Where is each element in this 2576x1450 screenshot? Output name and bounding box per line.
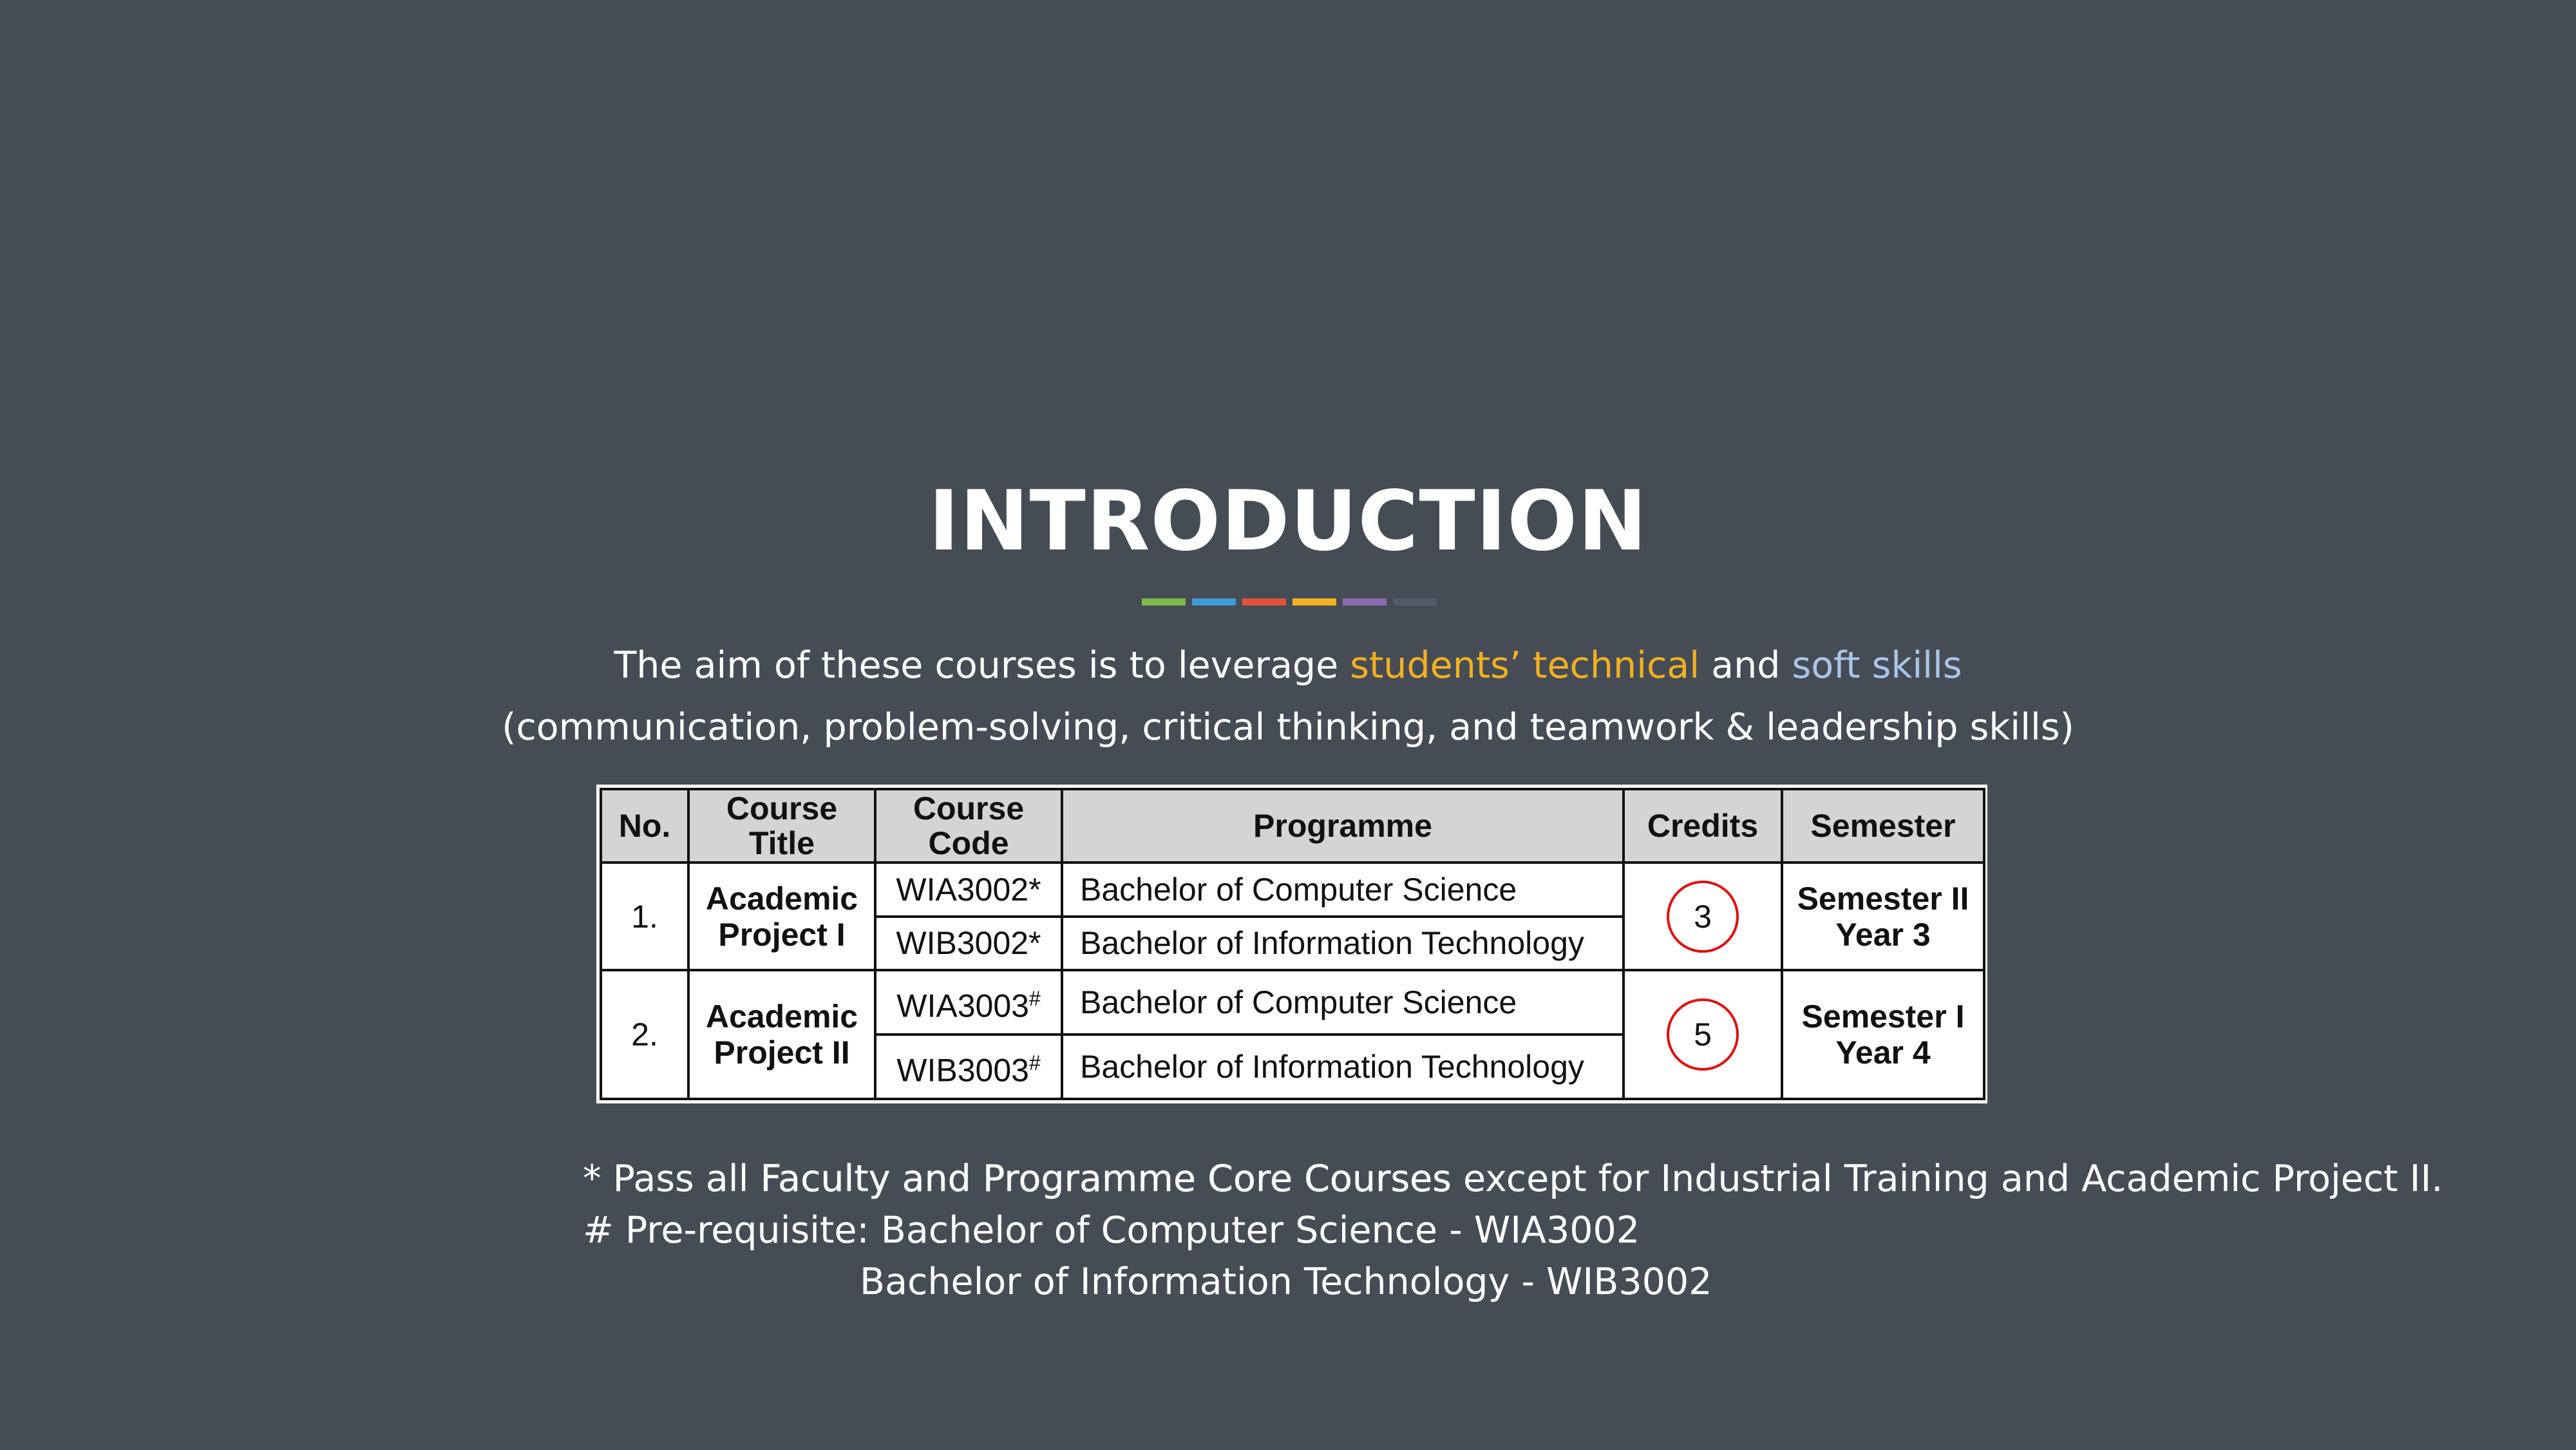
table-row bbox=[601, 970, 1984, 1035]
footnote-star-suffix: except for Industrial Training and Academic Project II. bbox=[1451, 1158, 2443, 1200]
aim-highlight-soft: soft skills bbox=[1792, 644, 1962, 687]
footnote-star-prefix: * Pass all bbox=[583, 1158, 761, 1200]
course-table bbox=[600, 788, 1985, 1100]
divider-segment-red bbox=[1242, 598, 1286, 606]
semester-line: Semester I bbox=[1801, 998, 1965, 1035]
page-title: INTRODUCTION bbox=[928, 473, 1648, 569]
divider-segment-yellow bbox=[1293, 598, 1336, 606]
footnotes bbox=[583, 1153, 2443, 1308]
footnote-hash-line-1: # Pre-requisite: Bachelor of Computer Science - WIA3002 bbox=[583, 1209, 1640, 1252]
course-title: Academic Project II bbox=[688, 970, 875, 1099]
course-code-text: WIB3002 bbox=[896, 925, 1029, 962]
row-number: 1. bbox=[601, 863, 688, 970]
footnote-star bbox=[583, 1153, 2443, 1205]
programme-name: Bachelor of Computer Science bbox=[1062, 970, 1624, 1035]
header-course-title: Course Title bbox=[688, 789, 875, 863]
course-code bbox=[875, 917, 1062, 971]
course-code-text: WIB3003 bbox=[896, 1052, 1029, 1089]
divider-segment-purple bbox=[1343, 598, 1387, 606]
divider-segment-blue bbox=[1192, 598, 1236, 606]
credits-circle: 5 bbox=[1667, 998, 1739, 1071]
aim-line-1 bbox=[0, 634, 2576, 696]
programme-name: Bachelor of Computer Science bbox=[1062, 863, 1624, 917]
divider-segment-green bbox=[1142, 598, 1186, 606]
divider-segment-grey bbox=[1393, 598, 1437, 606]
row-number: 2. bbox=[601, 970, 688, 1099]
year-line: Year 3 bbox=[1835, 916, 1931, 953]
course-code-text: WIA3003 bbox=[896, 988, 1029, 1024]
semester-line: Semester II bbox=[1797, 880, 1969, 917]
aim-prefix: The aim of these courses is to leverage bbox=[614, 644, 1350, 687]
course-title: Academic Project I bbox=[688, 863, 875, 970]
credits-circle: 3 bbox=[1667, 881, 1739, 953]
programme-name: Bachelor of Information Technology bbox=[1062, 1035, 1624, 1099]
aim-statement bbox=[0, 634, 2576, 758]
color-divider bbox=[1142, 598, 1437, 606]
year-line: Year 4 bbox=[1835, 1035, 1931, 1071]
semester-cell bbox=[1782, 970, 1984, 1099]
header-credits: Credits bbox=[1624, 789, 1782, 863]
credits-cell bbox=[1624, 863, 1782, 970]
header-semester: Semester bbox=[1782, 789, 1984, 863]
course-code bbox=[875, 863, 1062, 917]
course-code bbox=[875, 970, 1062, 1035]
aim-line-2: (communication, problem-solving, critical thinking, and teamwork & leadership skills) bbox=[502, 706, 2074, 749]
header-programme: Programme bbox=[1062, 789, 1624, 863]
semester-cell bbox=[1782, 863, 1984, 970]
course-code-mark: * bbox=[1028, 871, 1041, 908]
credits-cell bbox=[1624, 970, 1782, 1099]
course-code-mark: * bbox=[1028, 925, 1041, 962]
table-header-row bbox=[601, 789, 1984, 863]
course-code-mark: # bbox=[1028, 1051, 1041, 1075]
course-code-text: WIA3002 bbox=[896, 871, 1029, 908]
course-code bbox=[875, 1035, 1062, 1099]
header-no: No. bbox=[601, 789, 688, 863]
course-code-mark: # bbox=[1028, 987, 1041, 1011]
footnote-star-strong: Faculty and Programme Core Courses bbox=[760, 1158, 1452, 1200]
aim-highlight-technical: students’ technical bbox=[1350, 644, 1700, 687]
course-table-frame bbox=[596, 785, 1987, 1103]
footnote-hash-line-2: Bachelor of Information Technology - WIB3002 bbox=[860, 1261, 1712, 1303]
programme-name: Bachelor of Information Technology bbox=[1062, 917, 1624, 971]
header-course-code: Course Code bbox=[875, 789, 1062, 863]
aim-middle: and bbox=[1700, 644, 1792, 687]
table-row bbox=[601, 863, 1984, 917]
